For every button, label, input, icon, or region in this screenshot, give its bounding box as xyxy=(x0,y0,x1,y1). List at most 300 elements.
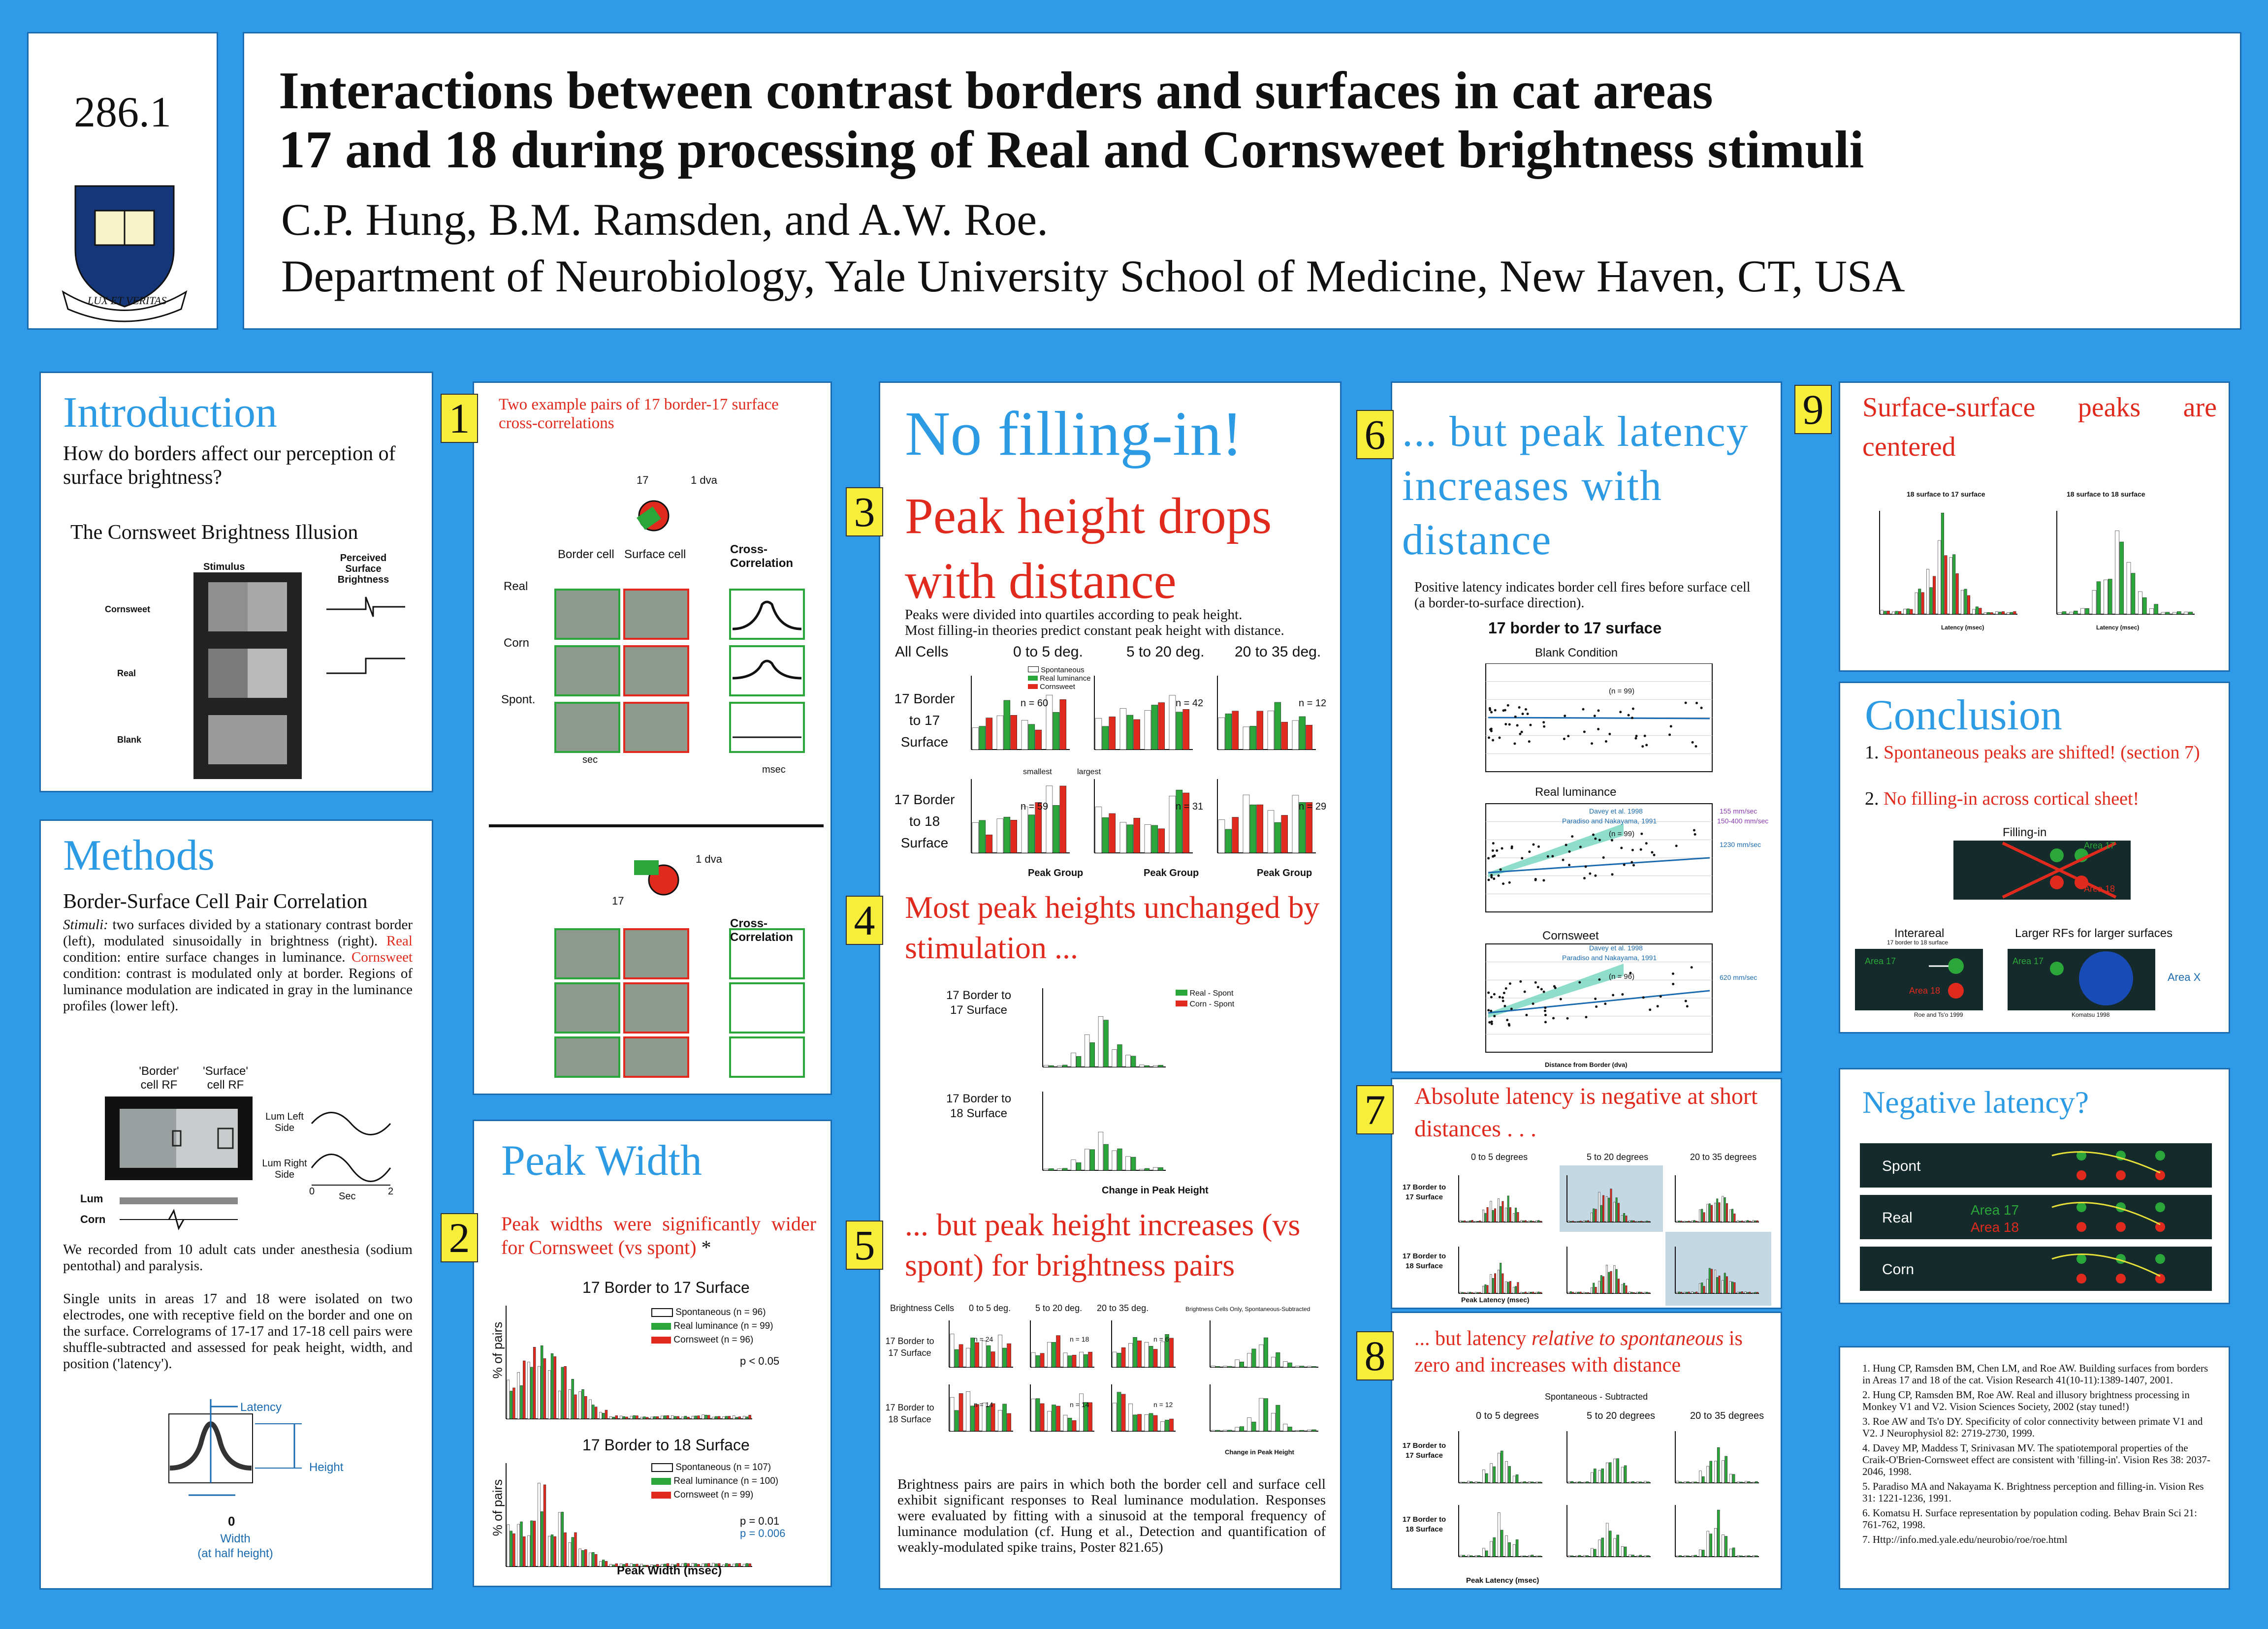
peak-width-heading: Peak Width xyxy=(501,1137,702,1185)
bar xyxy=(1295,1366,1299,1367)
bar xyxy=(1228,1366,1232,1367)
bar xyxy=(1243,795,1249,853)
data-point xyxy=(1552,1017,1555,1019)
bar xyxy=(979,726,986,750)
bar xyxy=(1464,1221,1466,1222)
bar xyxy=(1745,1481,1747,1483)
bar xyxy=(1749,1292,1751,1293)
s5-n-r2-1: n = 14 xyxy=(1070,1401,1089,1409)
bar xyxy=(1513,1544,1515,1557)
s7-col-2: 20 to 35 degrees xyxy=(1690,1152,1757,1162)
section5-paragraph: Brightness pairs are pairs in which both the border cell and surface cell exhibit significant responses to Real luminance modulation. Responses were evaluated by fitting with a sinusoid at the temporal frequency of luminance modulation (cf. Hung et al., Detection and quantification of weakly-modulated spike trains, Poster 821.65) xyxy=(897,1476,1326,1555)
section3-text2: Most filling-in theories predict constant peak height with distance. xyxy=(905,623,1284,638)
data-point xyxy=(1504,709,1506,711)
bar xyxy=(1575,1292,1577,1293)
bar xyxy=(636,1416,639,1419)
bar xyxy=(1538,1221,1539,1222)
s5-row2: 17 Border to 18 Surface xyxy=(885,1403,934,1424)
peak-width-text xyxy=(501,1212,816,1259)
bar xyxy=(1505,1208,1507,1222)
bar xyxy=(1593,1283,1595,1293)
data-point xyxy=(1487,878,1490,881)
data-point xyxy=(1506,1019,1508,1021)
bar xyxy=(1071,1160,1076,1170)
bar xyxy=(510,1531,512,1566)
bar xyxy=(1616,1198,1617,1222)
bar xyxy=(1614,1459,1616,1483)
data-point xyxy=(1694,833,1696,836)
s8-heading-a: ... but latency xyxy=(1414,1327,1527,1350)
bar xyxy=(1088,1352,1092,1367)
section7-panel xyxy=(1391,1078,1782,1309)
bar xyxy=(2092,591,2096,614)
bar xyxy=(1036,1355,1040,1367)
bar xyxy=(1747,1221,1748,1222)
bar xyxy=(589,1400,592,1419)
s3-row2: 17 Border to 18 Surface xyxy=(894,792,955,850)
bar xyxy=(1538,1556,1541,1557)
affiliation: Department of Neurobiology, Yale University School of Medicine, New Haven, CT, USA xyxy=(281,251,1905,301)
int-area17: Area 17 xyxy=(1865,956,1896,966)
bar xyxy=(612,1565,615,1566)
bar xyxy=(1493,1467,1496,1483)
bar xyxy=(1570,1291,1571,1293)
s7-col-1: 5 to 20 degrees xyxy=(1587,1152,1649,1162)
negative-latency-heading: Negative latency? xyxy=(1862,1085,2089,1120)
bar xyxy=(1578,1482,1581,1483)
bar xyxy=(1133,1415,1137,1431)
bar xyxy=(1616,1269,1617,1293)
bar xyxy=(1508,1542,1511,1557)
s6-n-blank: (n = 99) xyxy=(1609,687,1635,695)
bar xyxy=(1028,724,1035,750)
bar xyxy=(1610,1271,1612,1293)
s4-legend-corn: Corn - Spont xyxy=(1176,999,1234,1010)
bar xyxy=(541,1346,543,1419)
section2-number: 2 xyxy=(441,1213,478,1262)
data-point xyxy=(1592,834,1595,836)
bar xyxy=(1505,1282,1507,1293)
bar xyxy=(1753,1556,1755,1557)
bar xyxy=(1528,1292,1530,1293)
bar xyxy=(1984,613,1986,614)
bar xyxy=(1007,1413,1011,1431)
bar xyxy=(1587,1221,1589,1222)
bar xyxy=(950,1397,954,1431)
bar xyxy=(643,1417,646,1419)
bar xyxy=(1300,1430,1304,1431)
bar xyxy=(572,1537,574,1566)
data-point xyxy=(1534,879,1537,881)
bar xyxy=(1614,1265,1615,1293)
bar xyxy=(1638,1292,1640,1293)
bar xyxy=(1714,1203,1716,1222)
peak-height-quartile-charts xyxy=(961,666,1336,873)
bar xyxy=(1288,1427,1292,1431)
bar xyxy=(1755,1556,1757,1557)
s3-n-r1-2: n = 12 xyxy=(1299,698,1327,709)
bar xyxy=(1524,1556,1526,1557)
bar xyxy=(1109,717,1116,750)
bar xyxy=(1748,1556,1750,1557)
bar xyxy=(1250,726,1256,750)
bar xyxy=(1586,1556,1589,1557)
bar xyxy=(991,1352,995,1367)
bar xyxy=(623,1416,625,1419)
bar xyxy=(1048,1342,1052,1367)
bar xyxy=(1740,1556,1743,1557)
bar xyxy=(1631,1292,1632,1293)
introduction-heading: Introduction xyxy=(63,389,278,437)
height-label: Height xyxy=(309,1461,344,1474)
data-point xyxy=(1507,704,1509,707)
bar xyxy=(1575,1482,1578,1483)
bar xyxy=(1679,1556,1682,1557)
data-point xyxy=(1595,1005,1597,1008)
bar xyxy=(1482,1470,1485,1483)
bar xyxy=(1281,722,1288,750)
bar xyxy=(1243,727,1249,750)
bar xyxy=(1681,1292,1682,1293)
s8-col-2: 20 to 35 degrees xyxy=(1690,1410,1764,1421)
bar xyxy=(558,1512,561,1566)
bar xyxy=(959,1345,963,1367)
s3-smallest: smallest xyxy=(1023,768,1052,776)
s3-n-r2-0: n = 59 xyxy=(1021,801,1049,812)
bar xyxy=(1460,1292,1461,1293)
bar xyxy=(1536,1482,1538,1483)
bar xyxy=(1621,1216,1623,1222)
data-point xyxy=(1491,1021,1493,1023)
authors: C.P. Hung, B.M. Ramsden, and A.W. Roe. xyxy=(281,194,1049,245)
bar xyxy=(1493,1537,1496,1557)
bar xyxy=(1072,1420,1076,1431)
bar xyxy=(626,1417,628,1419)
filling-in-label: Filling-in xyxy=(2003,826,2047,839)
bar xyxy=(1098,1132,1103,1170)
s1-label-1dva-b: 1 dva xyxy=(696,853,722,865)
bar xyxy=(1139,1065,1144,1067)
bar xyxy=(1120,709,1126,750)
bar xyxy=(1641,1221,1642,1222)
section2-panel xyxy=(473,1120,832,1587)
data-point xyxy=(1544,1010,1546,1012)
bar xyxy=(1624,1547,1627,1557)
bar xyxy=(1926,569,1929,614)
data-point xyxy=(1594,998,1597,1000)
bar xyxy=(1693,1221,1695,1222)
bar xyxy=(1745,1556,1747,1557)
bar xyxy=(554,1536,556,1566)
bar xyxy=(1722,1281,1724,1293)
bar xyxy=(530,1367,533,1419)
data-point xyxy=(1685,1000,1687,1002)
data-point xyxy=(1513,743,1516,745)
methods-stimuli-text xyxy=(63,917,413,1014)
bar xyxy=(1641,1292,1642,1293)
bar xyxy=(517,1372,520,1419)
bar xyxy=(1004,817,1010,853)
bar xyxy=(1892,612,1894,614)
bar xyxy=(1594,1469,1596,1483)
bar xyxy=(1479,1221,1480,1222)
peak-width-text-body: Peak widths were significantly wider for Cornsweet (vs spont) xyxy=(501,1213,816,1258)
bar xyxy=(1153,1065,1158,1067)
bar xyxy=(1501,1530,1503,1557)
bar xyxy=(1247,1418,1251,1431)
bar xyxy=(1513,1476,1515,1483)
bar xyxy=(1644,1556,1647,1557)
bar xyxy=(1471,1292,1473,1293)
bar xyxy=(1719,1276,1720,1293)
stimuli-text-b: condition: entire surface changes in luminance. xyxy=(63,949,346,965)
s3-legend xyxy=(1028,666,1091,691)
bar xyxy=(738,1564,741,1566)
absolute-latency-charts xyxy=(1449,1165,1779,1308)
s8-row1: 17 Border to 17 Surface xyxy=(1402,1441,1446,1460)
bar xyxy=(1498,1453,1500,1483)
bar xyxy=(1028,815,1035,853)
bar xyxy=(1183,709,1189,750)
reference-item: 4. Davey MP, Maddess T, Srinivasan MV. The spatiotemporal properties of the Craik-O'Brien-Cornsweet effect are consistent with 'filling-in'. Vision Res 38: 2037-2046, 1998. xyxy=(1862,1442,2210,1477)
data-point xyxy=(1691,966,1693,969)
bar xyxy=(1505,1535,1508,1557)
bar xyxy=(1586,1482,1589,1483)
s1-col-cc-a: Cross-Correlation xyxy=(730,543,794,570)
bar xyxy=(1031,1399,1035,1431)
data-point xyxy=(1537,986,1539,988)
bar xyxy=(1967,595,1970,614)
s5-right-xlabel: Change in Peak Height xyxy=(1225,1448,1294,1456)
bar xyxy=(997,716,1003,750)
bar xyxy=(1585,1292,1587,1293)
data-point xyxy=(1631,717,1633,719)
bar xyxy=(1533,1221,1534,1222)
interareal-sub: 17 border to 18 surface xyxy=(1887,939,1949,946)
data-point xyxy=(1594,875,1597,877)
s4-legend xyxy=(1176,988,1234,1010)
bar xyxy=(1621,1546,1624,1557)
bar xyxy=(1085,1034,1089,1067)
s4-row1: 17 Border to 17 Surface xyxy=(946,989,1012,1017)
bar xyxy=(1636,1482,1639,1483)
section7-number: 7 xyxy=(1356,1085,1394,1134)
bar xyxy=(687,1417,690,1419)
bar xyxy=(1003,1348,1007,1367)
bar xyxy=(1918,589,1920,614)
bar xyxy=(2154,604,2158,614)
bar xyxy=(1299,717,1306,750)
bar xyxy=(1737,1555,1740,1557)
bar xyxy=(725,1416,728,1419)
negative-latency-panel xyxy=(1839,1068,2230,1304)
pw-chart1-title: 17 Border to 17 Surface xyxy=(582,1279,750,1296)
data-point xyxy=(1598,978,1600,981)
bar xyxy=(707,1415,710,1419)
bar xyxy=(1477,1292,1478,1293)
bar xyxy=(1232,817,1239,853)
bar xyxy=(1264,1399,1268,1431)
bar xyxy=(1591,1213,1592,1222)
data-point xyxy=(1488,736,1490,739)
lum-left-label: Lum Left Side xyxy=(265,1111,304,1133)
section9-number: 9 xyxy=(1794,385,1832,434)
bar xyxy=(2013,611,2016,614)
bar xyxy=(1117,1392,1121,1431)
bar xyxy=(1737,1221,1739,1222)
bar xyxy=(997,819,1003,853)
bar xyxy=(1134,720,1140,750)
bar xyxy=(735,1417,738,1419)
bar xyxy=(1479,1292,1480,1293)
bar xyxy=(1090,1042,1095,1067)
bar xyxy=(1585,1221,1587,1222)
bar xyxy=(743,1416,745,1419)
data-point xyxy=(1686,1005,1689,1007)
bar xyxy=(1583,1482,1586,1483)
data-point xyxy=(1516,724,1519,726)
bar xyxy=(1507,1196,1509,1222)
bar xyxy=(1722,1461,1725,1483)
bar xyxy=(1292,795,1299,853)
data-point xyxy=(1672,972,1674,975)
data-point xyxy=(1562,859,1565,861)
bar xyxy=(2172,612,2176,614)
section6-text: Positive latency indicates border cell fires before surface cell (a border-to-surface direction). xyxy=(1414,580,1751,611)
bar xyxy=(1259,1398,1263,1431)
bar xyxy=(1283,1361,1287,1367)
bar xyxy=(1739,1221,1741,1222)
bar xyxy=(595,1407,597,1419)
bar xyxy=(538,1483,541,1566)
bar xyxy=(651,1417,653,1419)
data-point xyxy=(1579,846,1582,848)
bar xyxy=(1498,1270,1499,1293)
conclusion-item2: 2. No filling-in across cortical sheet! xyxy=(1865,788,2140,809)
section8-heading xyxy=(1414,1325,1774,1378)
bar xyxy=(1153,1167,1158,1170)
bar xyxy=(1158,1167,1163,1170)
bar xyxy=(1679,1482,1682,1483)
bar xyxy=(1609,1463,1611,1483)
bar xyxy=(1973,609,1975,614)
bar xyxy=(1941,513,1944,614)
s1-msec-a: msec xyxy=(762,764,786,775)
bar xyxy=(987,1346,990,1367)
bar xyxy=(1572,1292,1574,1293)
bar xyxy=(1686,1292,1688,1293)
bar xyxy=(1964,589,1967,614)
bar xyxy=(1283,1424,1287,1431)
bar xyxy=(692,1416,694,1419)
data-point xyxy=(1508,723,1511,725)
bar xyxy=(1490,1464,1493,1483)
bar xyxy=(1046,786,1053,853)
bar xyxy=(979,820,986,853)
data-point xyxy=(1692,741,1694,744)
bar xyxy=(1517,1283,1519,1293)
bar xyxy=(1995,612,1998,614)
bar xyxy=(1259,1345,1263,1367)
bar xyxy=(1633,1221,1634,1222)
bar xyxy=(1498,1199,1499,1222)
bar xyxy=(1711,1205,1712,1222)
bar xyxy=(1753,1482,1755,1483)
bar xyxy=(1749,1221,1751,1222)
pw-p1: p < 0.05 xyxy=(740,1355,780,1367)
bar xyxy=(554,1357,556,1419)
section3-number: 3 xyxy=(846,487,883,536)
bar xyxy=(564,1533,567,1566)
introduction-panel xyxy=(39,372,433,792)
bar xyxy=(1614,1538,1616,1557)
bar xyxy=(1127,825,1133,853)
bar xyxy=(1153,1349,1157,1367)
bar xyxy=(1467,1292,1469,1293)
bar xyxy=(1090,1150,1095,1170)
bar xyxy=(1129,1404,1133,1431)
s4-xlabel: Change in Peak Height xyxy=(1102,1185,1209,1196)
bar xyxy=(1644,1292,1646,1293)
bar xyxy=(1235,1427,1239,1431)
bar xyxy=(1158,703,1165,750)
methods-panel xyxy=(39,819,433,1590)
bar xyxy=(1693,1292,1695,1293)
data-point xyxy=(1644,735,1646,737)
s6-xlabel: Distance from Border (dva) xyxy=(1545,1061,1628,1068)
data-point xyxy=(1529,724,1532,726)
bar xyxy=(702,1415,704,1419)
bar xyxy=(1312,1366,1316,1367)
section6-heading: ... but peak latency increases with distance xyxy=(1402,408,1749,564)
section5-heading: ... but peak height increases (vs spont) for brightness pairs xyxy=(905,1207,1301,1283)
bar xyxy=(1681,1221,1682,1222)
bar xyxy=(1218,718,1225,750)
bar xyxy=(1717,1510,1720,1557)
bar xyxy=(1049,1065,1054,1067)
bar xyxy=(2138,592,2142,614)
bar xyxy=(1139,1169,1144,1170)
bar xyxy=(1699,1210,1700,1222)
bar xyxy=(1076,1162,1081,1170)
bar xyxy=(1726,1203,1727,1222)
bar xyxy=(2108,579,2112,614)
bar xyxy=(1636,1292,1638,1293)
section1-caption: Two example pairs of 17 border-17 surface cross-correlations xyxy=(499,396,779,432)
bar xyxy=(1621,1284,1623,1293)
bar xyxy=(1692,1482,1694,1483)
data-point xyxy=(1509,982,1511,985)
bar xyxy=(1052,1405,1056,1431)
bar xyxy=(1492,1278,1494,1293)
s5-row1: 17 Border to 17 Surface xyxy=(885,1336,934,1358)
bar xyxy=(2069,612,2073,614)
bar xyxy=(656,1416,659,1419)
bar xyxy=(1507,1282,1509,1293)
bar xyxy=(1678,1292,1680,1293)
bar xyxy=(1528,1482,1531,1483)
data-point xyxy=(1583,877,1586,879)
bar xyxy=(1145,1414,1149,1431)
bar xyxy=(667,1415,669,1419)
bar xyxy=(1895,611,1898,614)
data-point xyxy=(1564,715,1566,717)
pw-legend2-spont: Spontaneous (n = 107) xyxy=(651,1461,778,1474)
s8-heading-c: is zero and increases with distance xyxy=(1414,1327,1743,1377)
bar xyxy=(1521,1556,1523,1557)
bar xyxy=(1049,1168,1054,1170)
bar xyxy=(986,835,992,853)
